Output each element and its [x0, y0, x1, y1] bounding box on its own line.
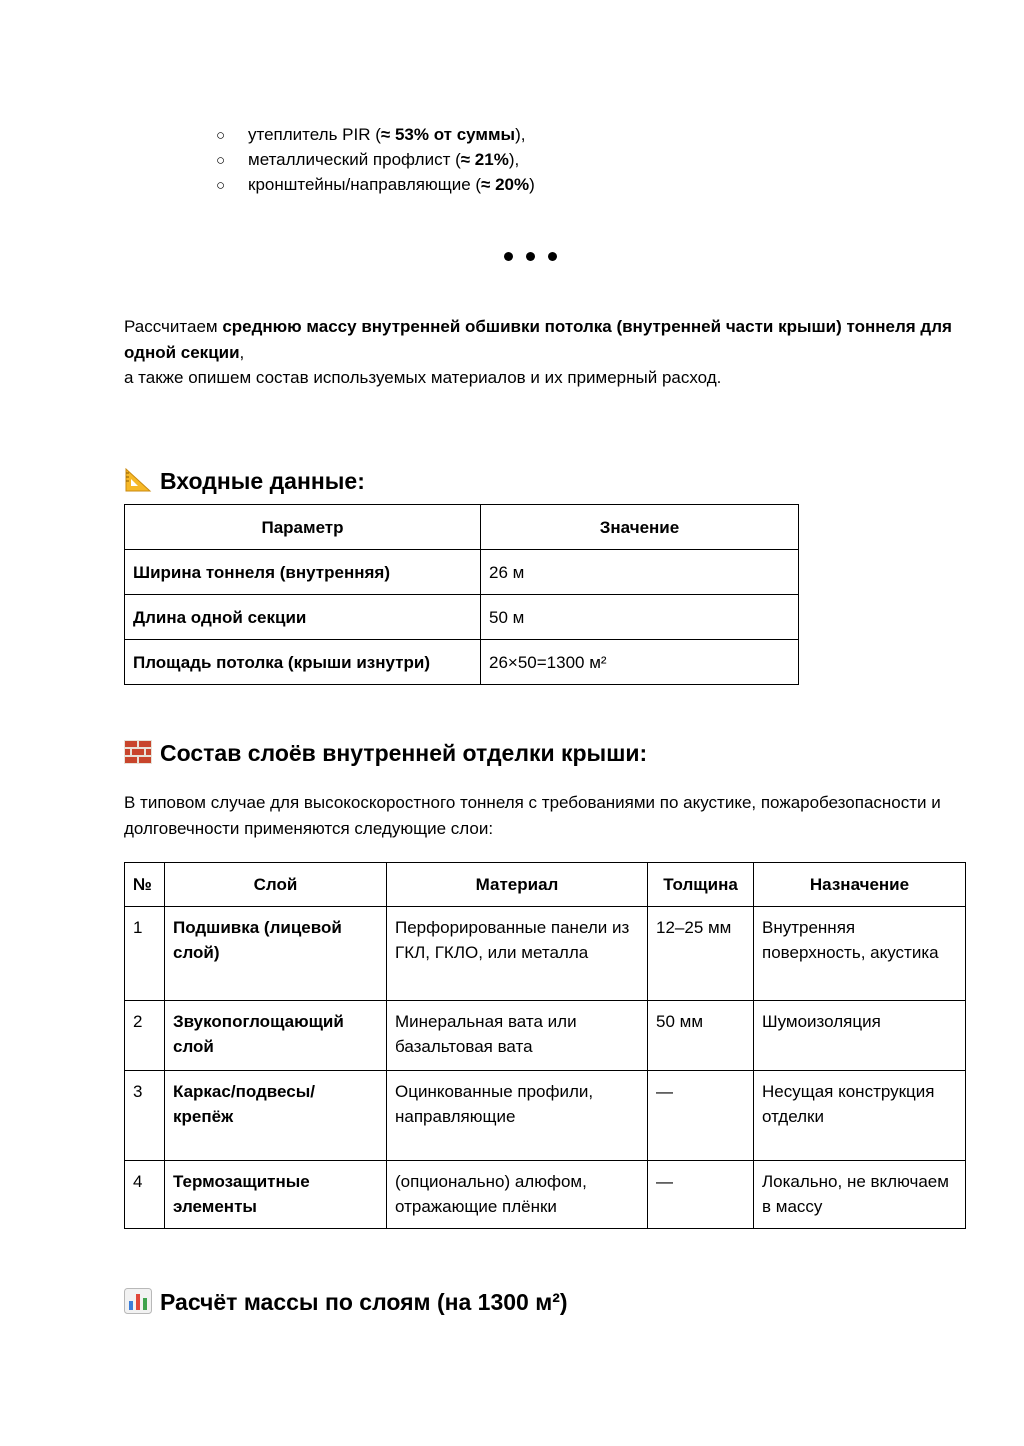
table-row	[125, 1001, 966, 1071]
divider-dot	[504, 252, 513, 261]
table-row	[125, 550, 799, 595]
table-cell: Термозащитные элементы	[165, 1161, 387, 1229]
layers-table	[124, 862, 966, 1229]
table-cell: Подшивка (лицевой слой)	[165, 907, 387, 1001]
column-header: Толщина	[648, 863, 754, 907]
table-cell: 3	[125, 1071, 165, 1161]
divider-dot	[548, 252, 557, 261]
table-cell: Локально, не включаем в массу	[754, 1161, 966, 1229]
column-header: Назначение	[754, 863, 966, 907]
intro-paragraph: Рассчитаем среднюю массу внутренней обшивки потолка (внутренней части крыши) тоннеля для одной секции, а также опишем состав используемых материалов и их примерный расход.	[124, 317, 952, 387]
table-cell: Перфорированные панели из ГКЛ, ГКЛО, или металла	[387, 907, 648, 1001]
table-row	[125, 907, 966, 1001]
table-cell: Оцинкованные профили, направляющие	[387, 1071, 648, 1161]
divider-dot	[526, 252, 535, 261]
table-header-row	[125, 863, 966, 907]
brick-icon	[124, 739, 154, 765]
table-cell: 50 м	[481, 595, 799, 640]
input-data-table	[124, 504, 799, 685]
section-heading-input: Входные данные:	[124, 466, 365, 496]
list-item: ○ кронштейны/направляющие (≈ 20%)	[216, 172, 535, 198]
bullet-marker: ○	[216, 152, 226, 169]
table-cell: 4	[125, 1161, 165, 1229]
list-item: ○ утеплитель PIR (≈ 53% от суммы),	[216, 122, 525, 148]
table-row	[125, 1071, 966, 1161]
list-item: ○ металлический профлист (≈ 21%),	[216, 147, 519, 173]
section-heading-calc: Расчёт массы по слоям (на 1300 м²)	[124, 1287, 568, 1317]
table-row	[125, 1161, 966, 1229]
table-row	[125, 640, 799, 685]
table-cell: 26 м	[481, 550, 799, 595]
table-cell: 2	[125, 1001, 165, 1071]
table-cell: (опционально) алюфом, отражающие плёнки	[387, 1161, 648, 1229]
table-header-row	[125, 505, 799, 550]
table-row	[125, 595, 799, 640]
table-cell: —	[648, 1071, 754, 1161]
table-cell: Длина одной секции	[125, 595, 481, 640]
column-header: Параметр	[125, 505, 481, 550]
table-cell: —	[648, 1161, 754, 1229]
column-header: Материал	[387, 863, 648, 907]
table-cell: Площадь потолка (крыши изнутри)	[125, 640, 481, 685]
table-cell: 50 мм	[648, 1001, 754, 1071]
table-cell: Несущая конструкция отделки	[754, 1071, 966, 1161]
table-cell: Шумоизоляция	[754, 1001, 966, 1071]
table-cell: Каркас/подвесы/ крепёж	[165, 1071, 387, 1161]
section-heading-layers: Состав слоёв внутренней отделки крыши:	[124, 738, 647, 768]
table-cell: 1	[125, 907, 165, 1001]
bullet-marker: ○	[216, 127, 226, 144]
column-header: Значение	[481, 505, 799, 550]
bullet-marker: ○	[216, 177, 226, 194]
column-header: Слой	[165, 863, 387, 907]
table-cell: 12–25 мм	[648, 907, 754, 1001]
table-cell: Внутренняя поверхность, акустика	[754, 907, 966, 1001]
column-header: №	[125, 863, 165, 907]
bar-chart-icon	[124, 1288, 154, 1314]
table-cell: Минеральная вата или базальтовая вата	[387, 1001, 648, 1071]
triangular-ruler-icon	[124, 467, 154, 493]
layers-intro-paragraph: В типовом случае для высокоскоростного тоннеля с требованиями по акустике, пожаробезопасности и долговечности применяются следующие слои:	[124, 793, 941, 838]
table-cell: Звукопоглощающий слой	[165, 1001, 387, 1071]
table-cell: 26×50=1300 м²	[481, 640, 799, 685]
section-divider	[0, 240, 1024, 270]
table-cell: Ширина тоннеля (внутренняя)	[125, 550, 481, 595]
